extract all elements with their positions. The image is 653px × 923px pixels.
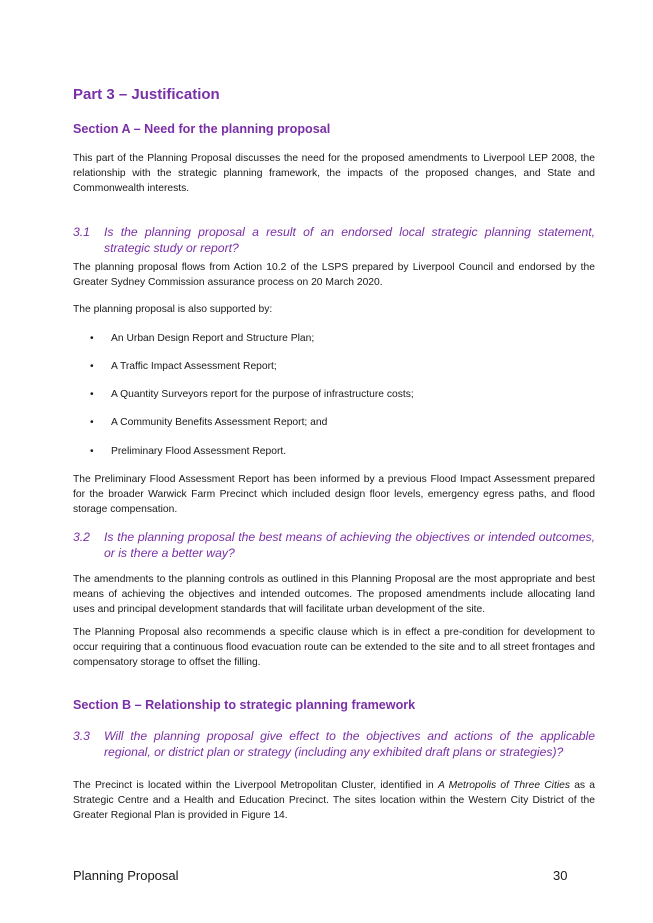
bullet-icon: •: [90, 361, 94, 372]
part-heading: Part 3 – Justification: [73, 86, 220, 103]
q32-paragraph-2: The Planning Proposal also recommends a specific clause which is in effect a pre-condition for development to occur requiring that a continuous flood evacuation route can be extended to the site and to all street frontages and compensatory storage to offset the filling.: [73, 627, 595, 669]
list-item: • A Community Benefits Assessment Report; and: [90, 417, 328, 428]
list-item: • Preliminary Flood Assessment Report.: [90, 446, 287, 457]
question-text: Will the planning proposal give effect to the objectives and actions of the applicable regional, or district plan or strategy (including any exhibited draft plans or strategies)?: [104, 729, 595, 760]
bullet-icon: •: [90, 417, 94, 428]
question-number: 3.3: [73, 729, 90, 743]
question-text: Is the planning proposal the best means of achieving the objectives or intended outcomes, or is there a better way?: [104, 530, 595, 561]
question-3-1: [73, 224, 595, 257]
bullet-icon: •: [90, 389, 94, 400]
q32-paragraph-1: The amendments to the planning controls as outlined in this Planning Proposal are the most appropriate and best means of achieving the objectives and intended outcomes. The proposed amendments include allocating land uses and principal development standards that will facilitate urban development of the site.: [73, 574, 595, 616]
question-3-2: [73, 529, 595, 562]
q31-paragraph-3: The Preliminary Flood Assessment Report has been informed by a previous Flood Impact Assessment prepared for the broader Warwick Farm Precinct which included design floor levels, emergency egress paths, and flood storage compensation.: [73, 474, 595, 516]
q31-paragraph-1: The planning proposal flows from Action 10.2 of the LSPS prepared by Liverpool Council and endorsed by the Greater Sydney Commission assurance process on 20 March 2020.: [73, 262, 595, 289]
page-number: 30: [553, 868, 568, 883]
list-item: • A Quantity Surveyors report for the purpose of infrastructure costs;: [90, 389, 414, 400]
q31-paragraph-2: The planning proposal is also supported by:: [73, 304, 273, 315]
question-3-3: [73, 728, 595, 761]
section-b-heading: Section B – Relationship to strategic planning framework: [73, 698, 416, 712]
question-text: Is the planning proposal a result of an endorsed local strategic planning statement, strategic study or report?: [104, 225, 595, 256]
section-a-intro: This part of the Planning Proposal discusses the need for the proposed amendments to Liverpool LEP 2008, the relationship with the strategic planning framework, the impacts of the proposed changes, and State and Commonwealth interests.: [73, 153, 595, 195]
list-item: • An Urban Design Report and Structure Plan;: [90, 333, 315, 344]
bullet-icon: •: [90, 333, 94, 344]
section-a-heading: Section A – Need for the planning proposal: [73, 122, 331, 136]
bullet-icon: •: [90, 446, 94, 457]
q33-paragraph-1: The Precinct is located within the Liverpool Metropolitan Cluster, identified in A Metropolis of Three Cities as a Strategic Centre and a Health and Education Precinct. The sites location within the Western City District of the Greater Regional Plan is provided in Figure 14.: [73, 780, 595, 822]
question-number: 3.1: [73, 225, 90, 239]
footer-title: Planning Proposal: [73, 868, 179, 883]
list-item: • A Traffic Impact Assessment Report;: [90, 361, 277, 372]
question-number: 3.2: [73, 530, 90, 544]
